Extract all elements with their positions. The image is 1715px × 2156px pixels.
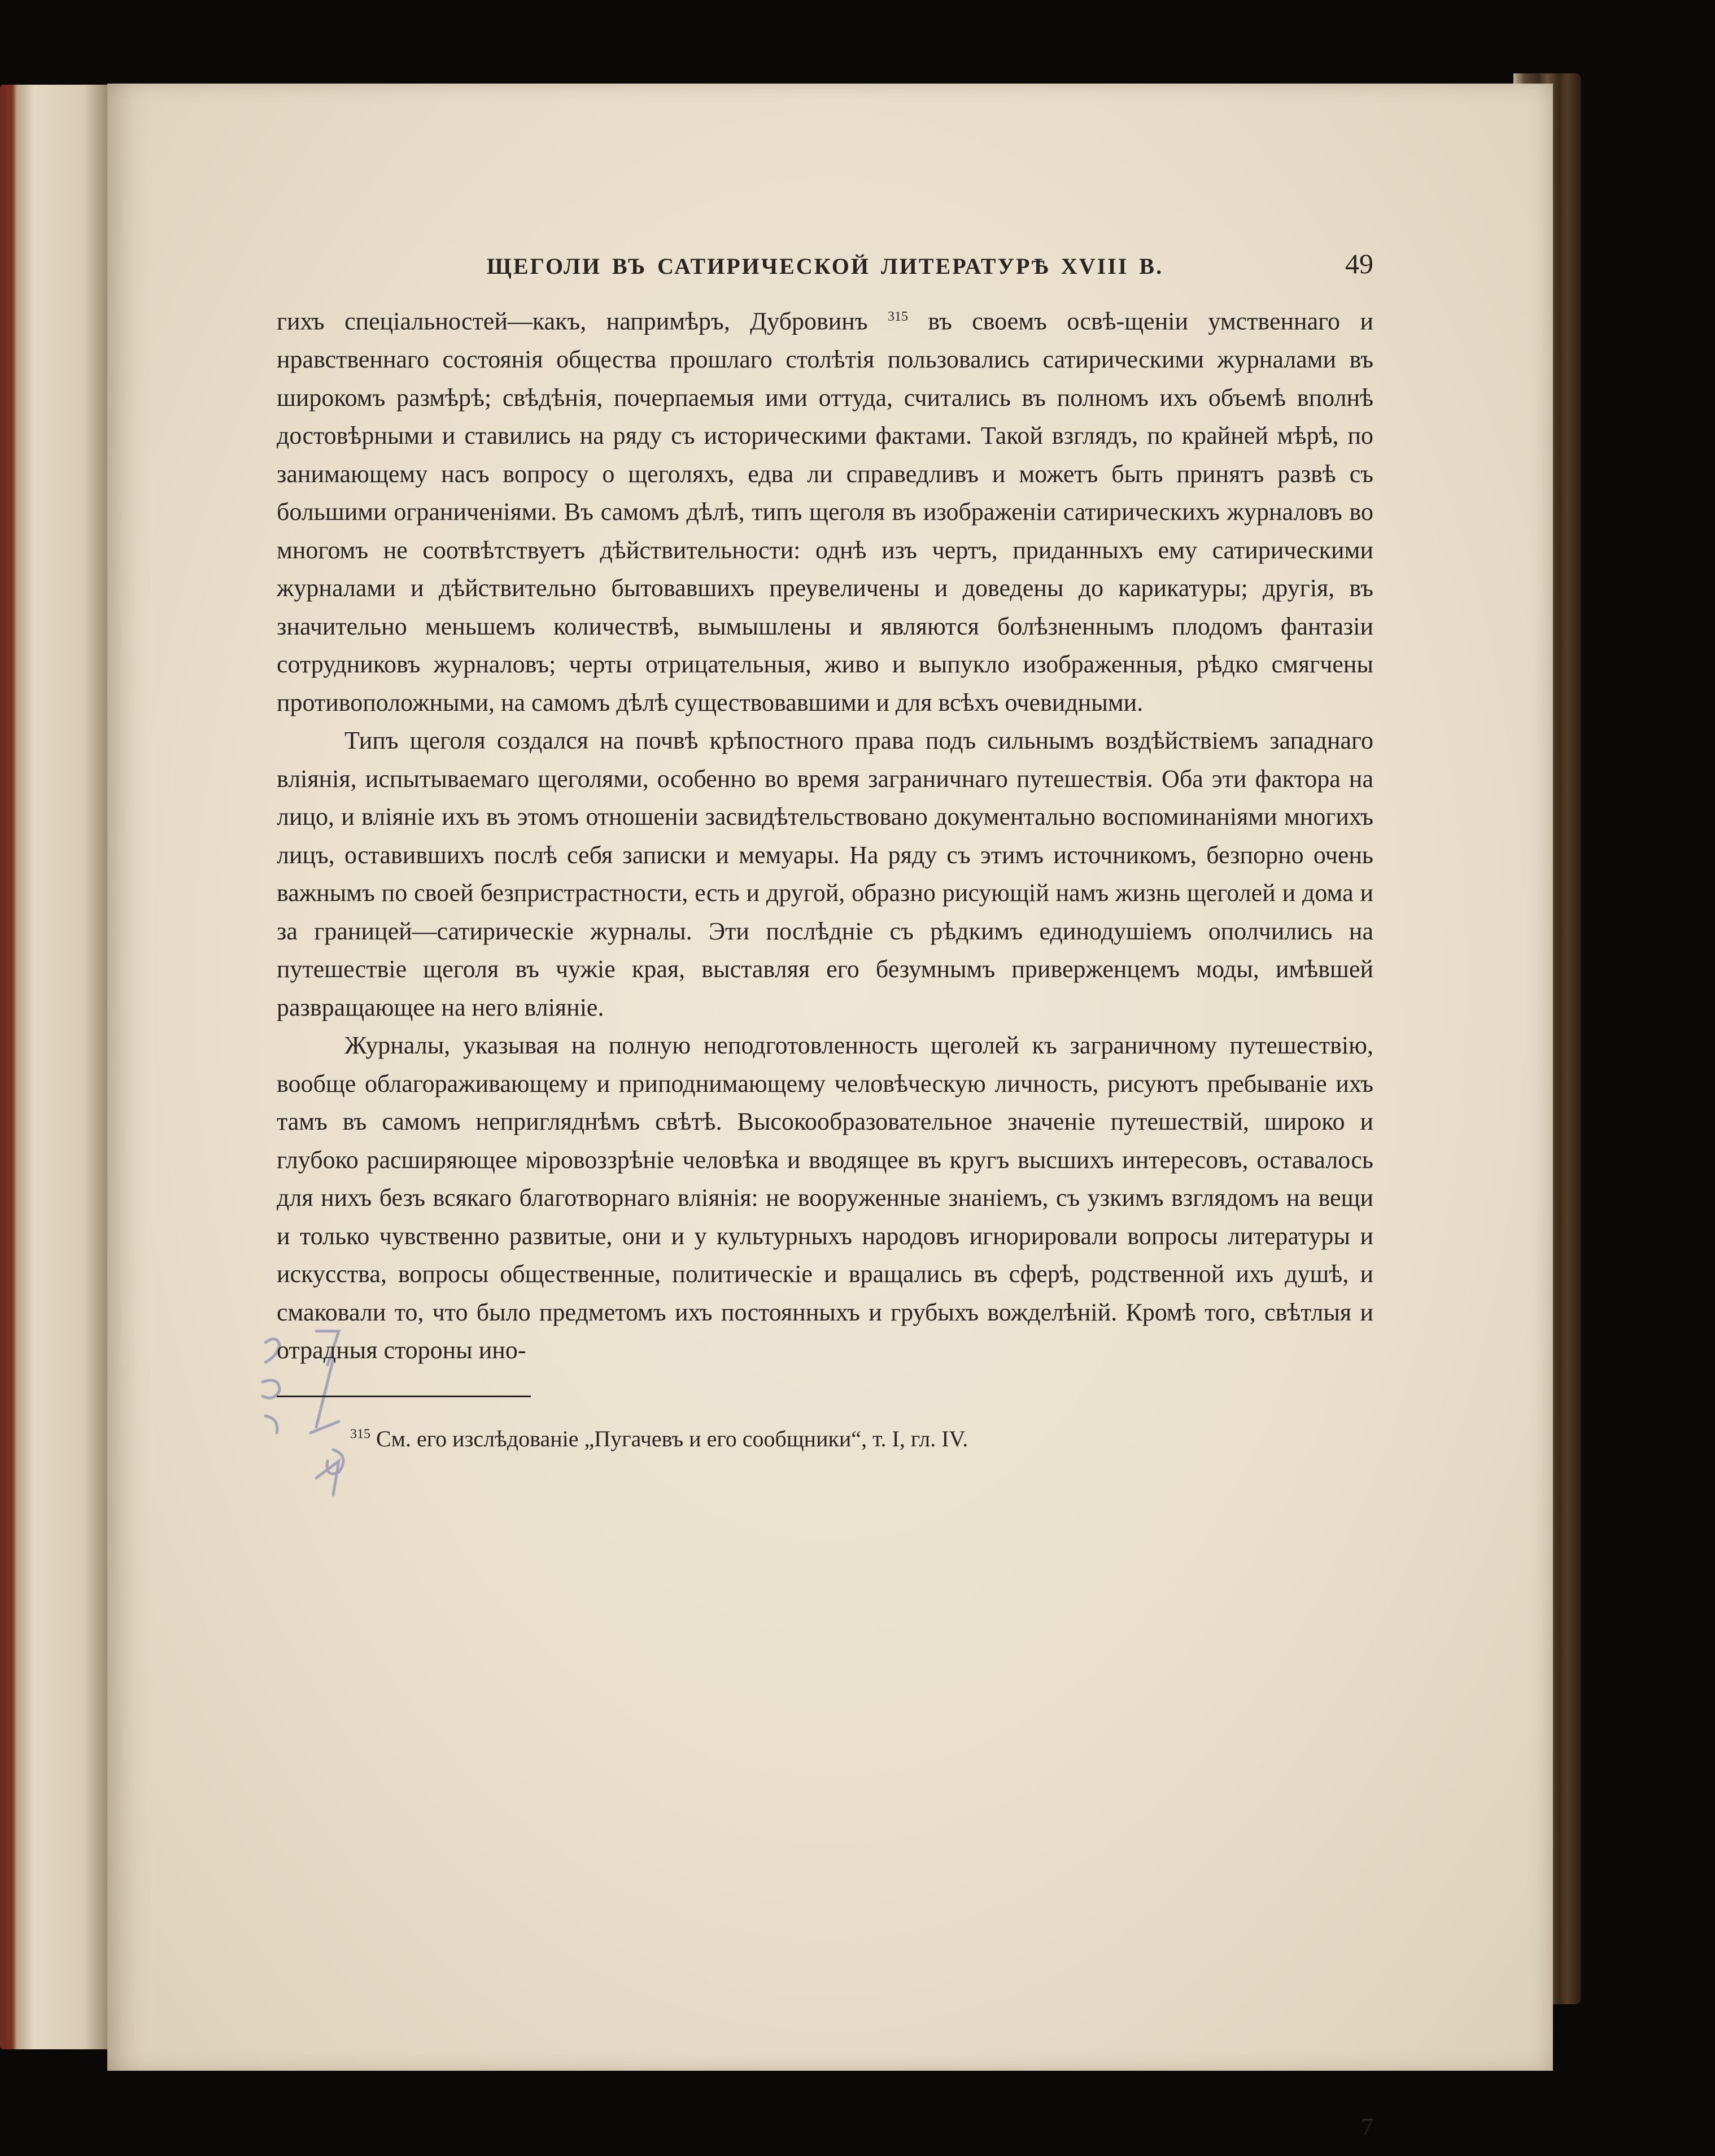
paragraph: Журналы, указывая на полную неподготовленность щеголей къ заграничному путешествію, вообще облагораживающему и приподнимающему человѣческую личность, рисуютъ пребываніе ихъ тамъ въ самомъ непригляднѣмъ свѣтѣ. Высокообразовательное значеніе путешествій, широко и глубоко расширяющее міровоззрѣніе человѣка и вводящее въ кругъ высшихъ интересовъ, оставалось для нихъ безъ всякаго благотворнаго вліянія: не вооруженные знаніемъ, съ узкимъ взглядомъ на вещи и только чувственно развитые, они и у культурныхъ народовъ игнорировали вопросы литературы и искусства, вопросы общественные, политическіе и вращались въ сферѣ, родственной ихъ душѣ, и смаковали то, что было предметомъ ихъ постоянныхъ и грубыхъ вожделѣній. Кромѣ того, свѣтлыя и отрадныя стороны ино-	[277, 1031, 1373, 1365]
running-title: ЩЕГОЛИ ВЪ САТИРИЧЕСКОЙ ЛИТЕРАТУРѢ XVIII В.	[486, 253, 1164, 279]
footnote-text: См. его изслѣдованіе „Пугачевъ и его сообщники“, т. I, гл. IV.	[376, 1425, 968, 1451]
paragraph-text: въ своемъ освѣ-щеніи умственнаго и нравственнаго состоянія общества прошлаго столѣтія пользовались сатирическими журналами въ широкомъ размѣрѣ; свѣдѣнія, почерпаемыя ими оттуда, считались въ полномъ ихъ объемѣ вполнѣ достовѣрными и ставились на ряду съ историческими фактами. Такой взглядъ, по крайней мѣрѣ, по занимающему насъ вопросу о щеголяхъ, едва ли справедливъ и можетъ быть принятъ развѣ съ большими ограниченіями. Въ самомъ дѣлѣ, типъ щеголя въ изображеніи сатирическихъ журналовъ во многомъ не соотвѣтствуетъ дѣйствительности: однѣ изъ чертъ, приданныхъ ему сатирическими журналами и дѣйствительно бытовавшихъ преувеличены и доведены до карикатуры; другія, въ значительно меньшемъ количествѣ, вымышлены и являются болѣзненнымъ плодомъ фантазіи сотрудниковъ журналовъ; черты отрицательныя, живо и выпукло изображенныя, рѣдко смягчены противоположными, на самомъ дѣлѣ существовавшими и для всѣхъ очевидными.	[277, 307, 1374, 716]
page-number: 49	[1345, 248, 1373, 279]
paragraph-text: гихъ спеціальностей—какъ, напримѣръ, Дубровинъ	[277, 307, 868, 335]
footnote	[277, 1425, 1373, 1452]
book-page	[107, 84, 1553, 2141]
text-block	[277, 247, 1374, 2141]
page-header	[277, 247, 1373, 298]
printer-signature-mark: 7	[1361, 2113, 1373, 2141]
body-text	[277, 298, 1373, 1370]
footnote-number: 315	[350, 1427, 370, 1442]
paragraph	[277, 298, 1373, 721]
footnote-divider	[277, 1396, 531, 1397]
previous-page-edge	[0, 85, 113, 2049]
footnote-reference: 315	[888, 309, 908, 324]
paragraph: Типъ щеголя создался на почвѣ крѣпостного права подъ сильнымъ воздѣйствіемъ западнаго вліянія, испытываемаго щеголями, особенно во время заграничнаго путешествія. Оба эти фактора на лицо, и вліяніе ихъ въ этомъ отношеніи засвидѣтельствовано документально воспоминаніями многихъ лицъ, оставившихъ послѣ себя записки и мемуары. На ряду съ этимъ источникомъ, безпорно очень важнымъ по своей безпристрастности, есть и другой, образно рисующій намъ жизнь щеголей и дома и за границей—сатирическіе журналы. Эти послѣдніе съ рѣдкимъ единодушіемъ ополчились на путешествіе щеголя въ чужіе края, выставляя его безумнымъ приверженцемъ моды, имѣвшей развращающее на него вліяніе.	[277, 727, 1373, 1021]
